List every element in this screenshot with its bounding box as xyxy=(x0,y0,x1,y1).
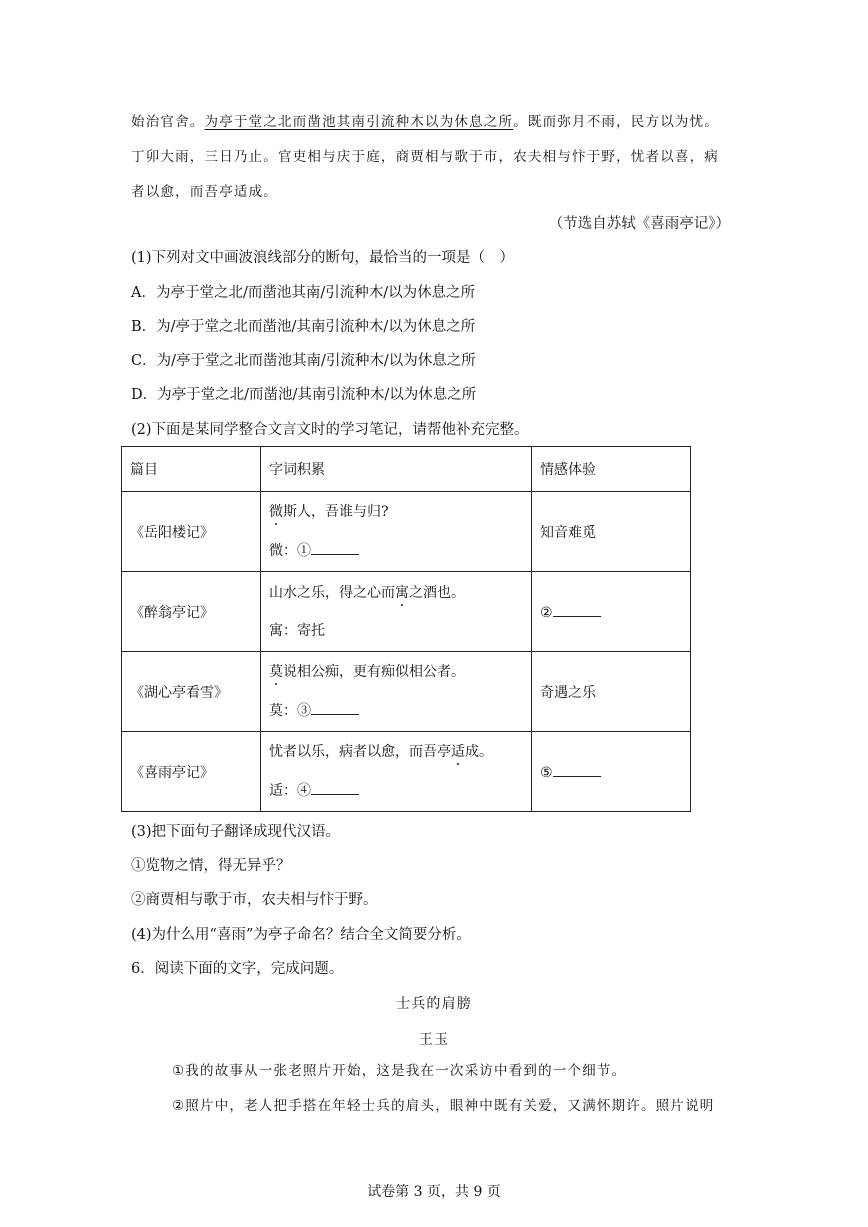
blank-marker: ③ xyxy=(297,703,311,719)
blank-marker: ⑤ xyxy=(540,765,553,781)
page-footer: 试卷第 3 页，共 9 页 xyxy=(367,1184,501,1200)
answer-blank[interactable] xyxy=(311,780,359,795)
row-title: 《醉翁亭记》 xyxy=(122,572,261,652)
passage-line-3: 者以愈，而吾亭适成。 xyxy=(131,184,278,200)
answer-blank[interactable] xyxy=(553,602,601,617)
row-vocab: 微斯人，吾谁与归? 微：① xyxy=(261,492,532,572)
table-row xyxy=(122,732,691,812)
q1-option-c: C．为/亭于堂之北而凿池其南/引流种木/以为休息之所 xyxy=(131,353,476,369)
q1-option-b: B．为/亭于堂之北而凿池/其南引流种木/以为休息之所 xyxy=(131,319,476,335)
q3-stem: (3)把下面句子翻译成现代汉语。 xyxy=(131,824,341,840)
article-title: 士兵的肩膀 xyxy=(396,996,472,1012)
answer-blank[interactable] xyxy=(553,762,601,777)
q6-stem: 6．阅读下面的文字，完成问题。 xyxy=(131,961,344,977)
q1-stem: (1)下列对文中画波浪线部分的断句，最恰当的一项是（ ） xyxy=(131,250,515,266)
header-emotion: 情感体验 xyxy=(532,447,691,492)
passage-line-1 xyxy=(131,112,719,132)
emphasis-dot-char: 微 xyxy=(269,504,283,520)
article-paragraph-2: ②照片中，老人把手搭在年轻士兵的肩头，眼神中既有关爱，又满怀期许。照片说明 xyxy=(172,1098,715,1114)
row-emotion: 奇遇之乐 xyxy=(532,652,691,732)
q1-option-d: D．为亭于堂之北/而凿池/其南引流种木/以为休息之所 xyxy=(131,387,477,403)
emphasis-dot-char: 莫 xyxy=(269,664,283,680)
q2-stem: (2)下面是某同学整合文言文时的学习笔记，请帮他补充完整。 xyxy=(131,422,529,438)
row-emotion xyxy=(532,732,691,812)
row-title: 《喜雨亭记》 xyxy=(122,732,261,812)
blank-marker: ② xyxy=(540,605,553,621)
study-notes-table xyxy=(121,446,691,812)
row-vocab: 莫说相公痴，更有痴似相公者。 莫：③ xyxy=(261,652,532,732)
q3-item-2: ②商贾相与歌于市，农夫相与忭于野。 xyxy=(131,892,378,908)
header-title: 篇目 xyxy=(122,447,261,492)
passage-line-2: 丁卯大雨，三日乃止。官吏相与庆于庭，商贾相与歌于市，农夫相与忭于野，忧者以喜，病 xyxy=(131,149,719,165)
article-author: 王玉 xyxy=(418,1032,450,1048)
table-row xyxy=(122,652,691,732)
blank-marker: ① xyxy=(297,543,311,559)
article-paragraph-1: ①我的故事从一张老照片开始，这是我在一次采访中看到的一个细节。 xyxy=(172,1063,627,1079)
passage-line-1-pre: 始治官舍。 xyxy=(131,114,205,130)
emphasis-dot-char: 适 xyxy=(451,744,465,760)
row-emotion: 知音难觅 xyxy=(532,492,691,572)
row-title: 《湖心亭看雪》 xyxy=(122,652,261,732)
blank-marker: ④ xyxy=(297,783,311,799)
q4-stem: (4)为什么用“喜雨”为亭子命名？结合全文简要分析。 xyxy=(131,927,471,943)
wavy-underlined-sentence: 为亭于堂之北而凿池其南引流种木以为休息之所 xyxy=(204,114,514,130)
answer-blank[interactable] xyxy=(311,700,359,715)
row-title: 《岳阳楼记》 xyxy=(122,492,261,572)
table-header-row xyxy=(122,447,691,492)
table-row xyxy=(122,492,691,572)
passage-source: （节选自苏轼《喜雨亭记》） xyxy=(548,216,730,232)
table-row xyxy=(122,572,691,652)
q1-option-a: A．为亭于堂之北/而凿池其南/引流种木/以为休息之所 xyxy=(131,285,476,301)
row-vocab: 山水之乐，得之心而寓之酒也。 寓：寄托 xyxy=(261,572,532,652)
header-vocab: 字词积累 xyxy=(261,447,532,492)
answer-blank[interactable] xyxy=(311,540,359,555)
row-vocab: 忧者以乐，病者以愈，而吾亭适成。 适：④ xyxy=(261,732,532,812)
row-emotion xyxy=(532,572,691,652)
q3-item-1: ①览物之情，得无异乎？ xyxy=(131,858,291,874)
emphasis-dot-char: 寓 xyxy=(395,584,409,601)
passage-line-1-post: 。既而弥月不雨，民方以为忧。 xyxy=(513,114,720,130)
